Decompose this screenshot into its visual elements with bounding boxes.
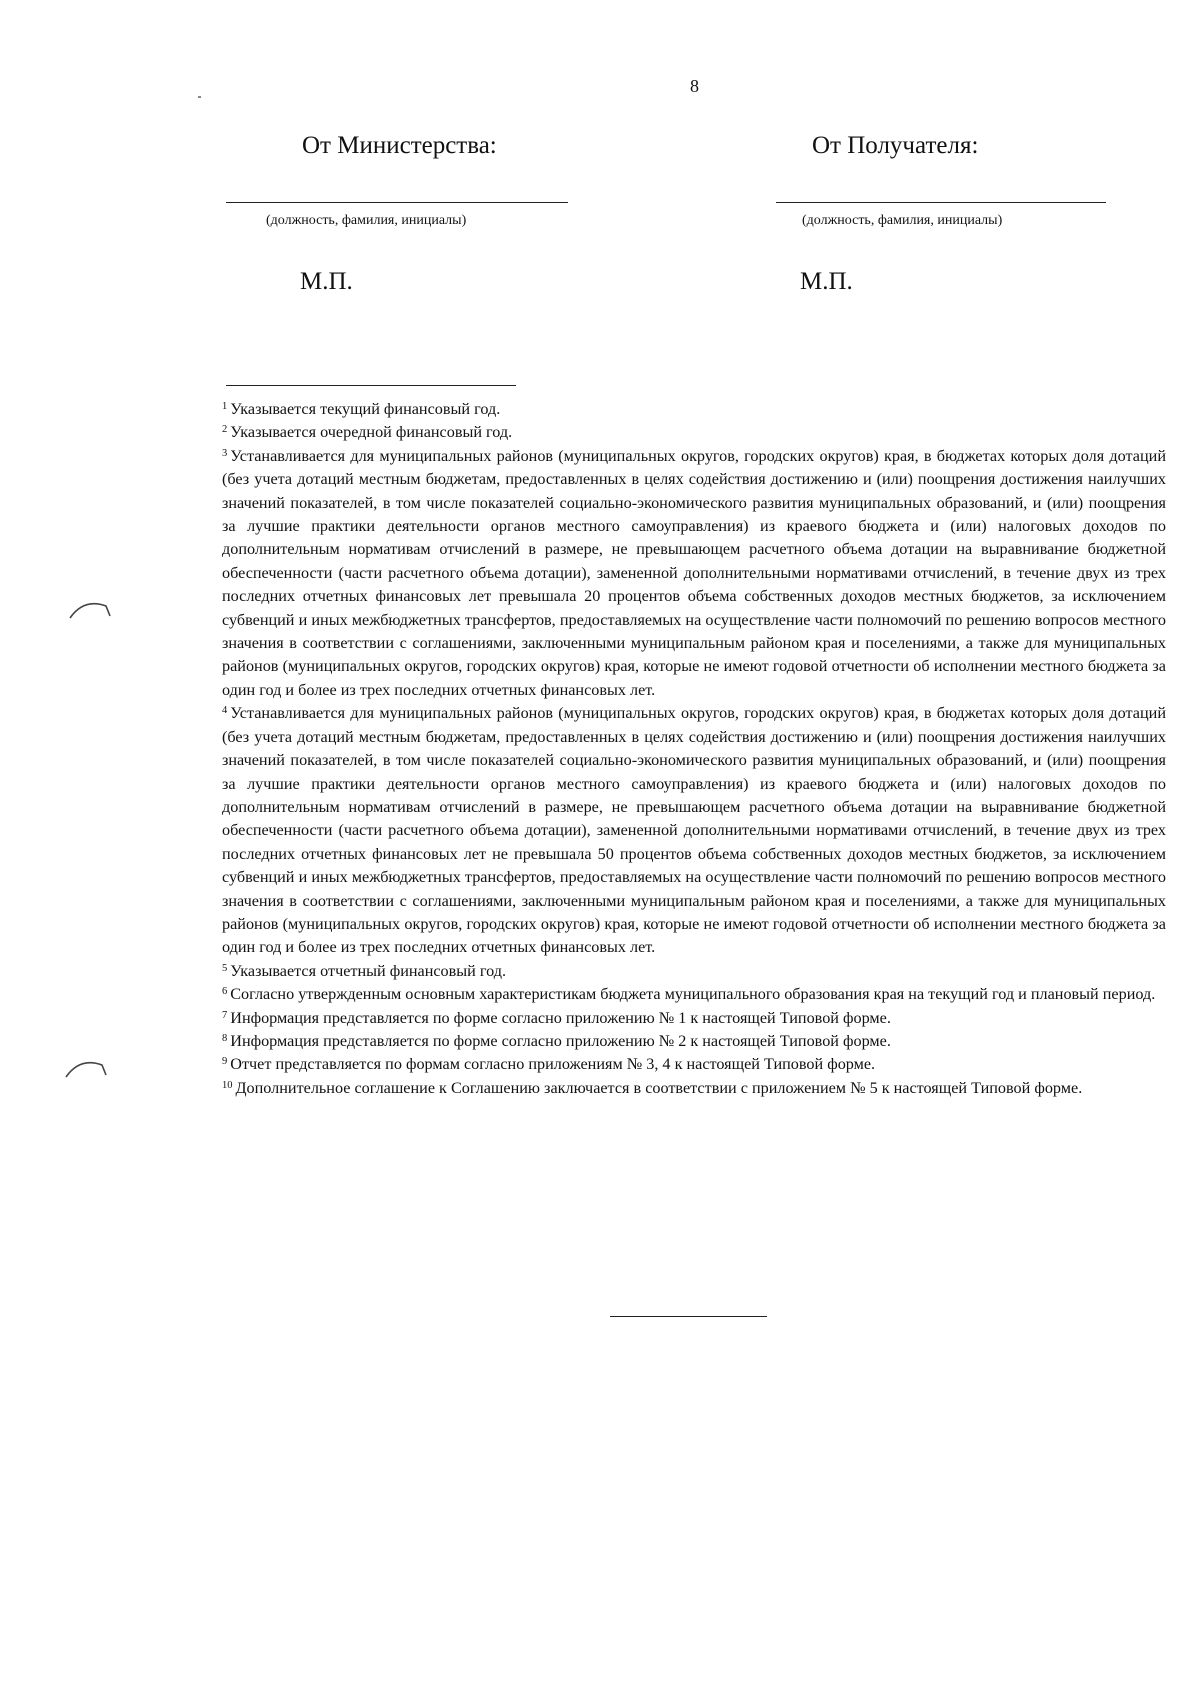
- footnote-number: 2: [222, 424, 228, 436]
- recipient-signature-line: [776, 202, 1106, 203]
- scan-speck: [198, 96, 201, 98]
- recipient-stamp-place: М.П.: [800, 268, 853, 295]
- footnote-number: 4: [222, 705, 228, 717]
- ministry-signature-caption: (должность, фамилия, инициалы): [266, 213, 467, 228]
- footnote-text: Устанавливается для муниципальных районов (муниципальных округов, городских округов) края, в бюджетах которых доля дотаций (без учета дотаций местным бюджетам, предоставленных в целях содействия достижению и (или) поощрения достижения наилучших значений показателей, в том числе показателей социально-экономического развития муниципальных образований, и (или) поощрения за лучшие практики деятельности органов местного самоуправления) из краевого бюджета и (или) налоговых доходов по дополнительным нормативам отчислений в размере, не превышающем расчетного объема дотации на выравнивание бюджетной обеспеченности (части расчетного объема дотации), замененной дополнительными нормативами отчислений, в течение двух из трех последних отчетных финансовых лет не превышала 50 процентов объема собственных доходов местных бюджетов, за исключением субвенций и иных межбюджетных трансфертов, предоставляемых на осуществление части полномочий по решению вопросов местного значения в соответствии с соглашениями, заключенными муниципальным районом края и поселениями, а также для муниципальных районов (муниципальных округов, городских округов) края, которые не имеют годовой отчетности об исполнении местного бюджета за один год и более из трех последних отчетных финансовых лет.: [222, 704, 1166, 957]
- footnote-text: Указывается очередной финансовый год.: [230, 423, 513, 442]
- page-number: 8: [690, 76, 699, 96]
- footnote-number: 5: [222, 962, 228, 974]
- footnotes-list: [222, 398, 1166, 1100]
- footnote-number: 3: [222, 447, 228, 459]
- footnote-text: Отчет представляется по формам согласно приложениям № 3, 4 к настоящей Типовой форме.: [230, 1055, 876, 1074]
- footnote-number: 1: [222, 401, 228, 412]
- footnote-item: [222, 1077, 1166, 1100]
- recipient-signature-caption: (должность, фамилия, инициалы): [802, 213, 1003, 228]
- footnote-item: [222, 1053, 1166, 1076]
- footnote-separator: [226, 385, 516, 386]
- footnote-item: [222, 445, 1166, 702]
- footnote-text: Информация представляется по форме согласно приложению № 1 к настоящей Типовой форме.: [230, 1008, 891, 1027]
- footnote-number: 7: [222, 1009, 228, 1021]
- footnote-item: [222, 983, 1166, 1006]
- footnote-item: [222, 702, 1166, 959]
- ministry-heading: От Министерства:: [302, 132, 497, 159]
- end-of-document-line: [610, 1316, 767, 1317]
- footnote-item: [222, 1007, 1166, 1030]
- recipient-heading: От Получателя:: [812, 132, 979, 159]
- ministry-stamp-place: М.П.: [300, 268, 353, 295]
- footnote-number: 9: [222, 1056, 228, 1068]
- footnote-number: 10: [222, 1079, 233, 1091]
- footnote-text: Информация представляется по форме согласно приложению № 2 к настоящей Типовой форме.: [230, 1031, 891, 1050]
- footnote-item: [222, 398, 1166, 421]
- binder-hole-mark: [68, 596, 112, 622]
- footnote-text: Указывается отчетный финансовый год.: [230, 961, 507, 980]
- binder-hole-mark: [64, 1055, 108, 1081]
- footnote-text: Указывается текущий финансовый год.: [230, 400, 501, 418]
- footnote-number: 8: [222, 1032, 228, 1044]
- footnote-text: Согласно утвержденным основным характеристикам бюджета муниципального образования края на текущий год и плановый период.: [230, 985, 1156, 1004]
- footnote-item: [222, 960, 1166, 983]
- footnote-text: Устанавливается для муниципальных районов (муниципальных округов, городских округов) края, в бюджетах которых доля дотаций (без учета дотаций местным бюджетам, предоставленных в целях содействия достижению и (или) поощрения достижения наилучших значений показателей, в том числе показателей социально-экономического развития муниципальных образований, и (или) поощрения за лучшие практики деятельности органов местного самоуправления) из краевого бюджета и (или) налоговых доходов по дополнительным нормативам отчислений в размере, не превышающем расчетного объема дотации на выравнивание бюджетной обеспеченности (части расчетного объема дотации), замененной дополнительными нормативами отчислений, в течение двух из трех последних отчетных финансовых лет превышала 20 процентов объема собственных доходов местных бюджетов, за исключением субвенций и иных межбюджетных трансфертов, предоставляемых на осуществление части полномочий по решению вопросов местного значения в соответствии с соглашениями, заключенными муниципальным районом края и поселениями, а также для муниципальных районов (муниципальных округов, городских округов) края, которые не имеют годовой отчетности об исполнении местного бюджета за один год и более из трех последних отчетных финансовых лет.: [222, 446, 1166, 699]
- footnote-text: Дополнительное соглашение к Соглашению заключается в соответствии с приложением № 5 к настоящей Типовой форме.: [235, 1078, 1083, 1097]
- footnote-item: [222, 421, 1166, 444]
- footnote-number: 6: [222, 986, 228, 998]
- footnote-item: [222, 1030, 1166, 1053]
- ministry-signature-line: [226, 202, 568, 203]
